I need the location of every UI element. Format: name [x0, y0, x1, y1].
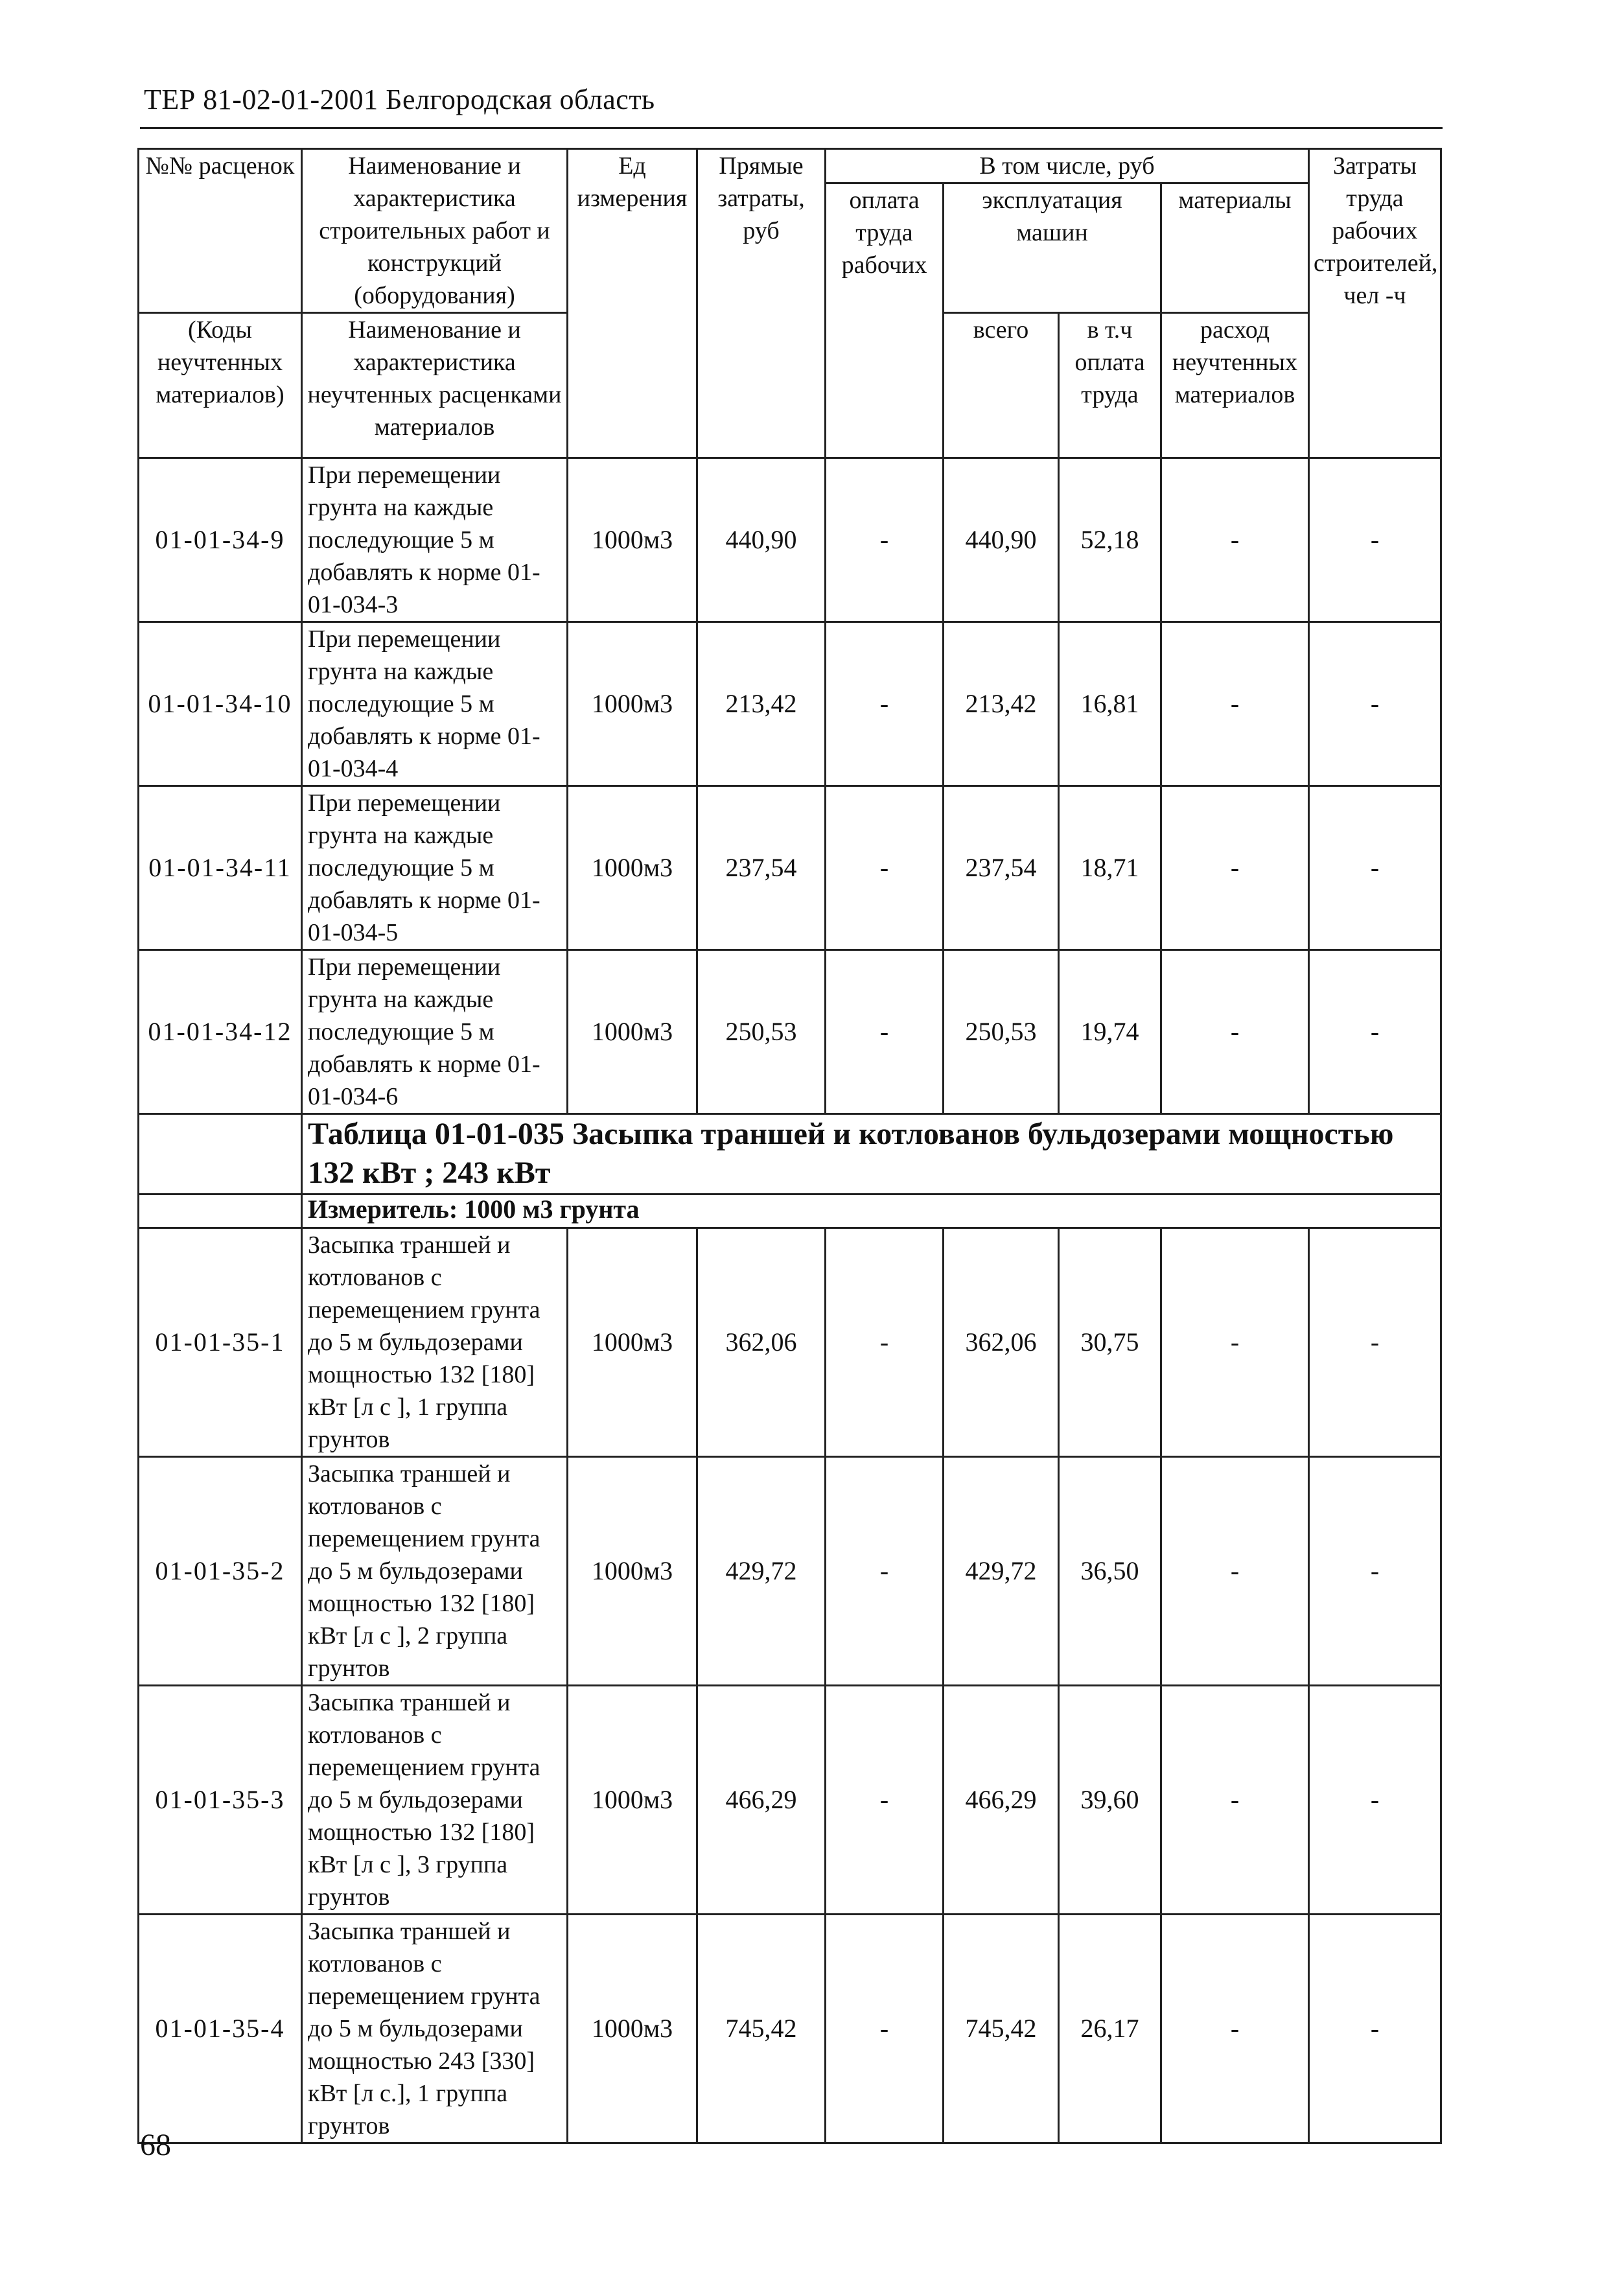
table-row: 01-01-34-11 При перемещении грунта на каждые последующие 5 м добавлять к норме 01-01-034-5 1000м3 237,54 - 237,54 18,71 - - — [139, 786, 1441, 950]
col-labor-pay: оплата труда рабочих — [826, 183, 944, 458]
col-labor: Затраты труда рабочих строителей, чел -ч — [1309, 149, 1441, 458]
measure-unit: Измеритель: 1000 м3 грунта — [302, 1194, 1441, 1228]
page-number: 68 — [140, 2128, 171, 2162]
section-title: Таблица 01-01-035 Засыпка траншей и котлованов бульдозерами мощностью 132 кВт ; 243 кВт — [302, 1114, 1441, 1194]
col-unit: Ед измерения — [568, 149, 697, 458]
col-mach-pay: в т.ч оплата труда — [1059, 313, 1161, 458]
table-row: 01-01-35-2 Засыпка траншей и котлованов с перемещением грунта до 5 м бульдозерами мощностью 132 [180] кВт [л с ], 2 группа грунтов 1000м3 429,72 - 429,72 36,50 - - — [139, 1457, 1441, 1686]
col-incl: В том числе, руб — [826, 149, 1309, 183]
rates-table — [137, 148, 1442, 2144]
col-rate-codes: (Коды неучтенных материалов) — [139, 313, 302, 458]
col-mach-total: всего — [944, 313, 1059, 458]
col-materials: материалы — [1161, 183, 1309, 313]
col-direct: Прямые затраты, руб — [697, 149, 826, 458]
table-row: 01-01-34-9 При перемещении грунта на каждые последующие 5 м добавлять к норме 01-01-034-3 1000м3 440,90 - 440,90 52,18 - - — [139, 458, 1441, 622]
table-row: 01-01-34-12 При перемещении грунта на каждые последующие 5 м добавлять к норме 01-01-034-6 1000м3 250,53 - 250,53 19,74 - - — [139, 950, 1441, 1114]
col-mat-use: расход неучтенных материалов — [1161, 313, 1309, 458]
table-row: 01-01-35-3 Засыпка траншей и котлованов с перемещением грунта до 5 м бульдозерами мощностью 132 [180] кВт [л с ], 3 группа грунтов 1000м3 466,29 - 466,29 39,60 - - — [139, 1686, 1441, 1915]
col-name-mat: Наименование и характеристика неучтенных расценками материалов — [302, 313, 568, 458]
table-row: 01-01-34-10 При перемещении грунта на каждые последующие 5 м добавлять к норме 01-01-034-4 1000м3 213,42 - 213,42 16,81 - - — [139, 622, 1441, 786]
title-row-spacer — [139, 1114, 302, 1194]
measure-row-spacer — [139, 1194, 302, 1228]
table-row: 01-01-35-4 Засыпка траншей и котлованов с перемещением грунта до 5 м бульдозерами мощностью 243 [330] кВт [л с.], 1 группа грунтов 1000м3 745,42 - 745,42 26,17 - - — [139, 1915, 1441, 2143]
col-rate-no: №№ расценок — [139, 149, 302, 313]
page-header: ТЕР 81-02-01-2001 Белгородская область — [144, 84, 655, 115]
col-machines: эксплуатация машин — [944, 183, 1161, 313]
table-row: 01-01-35-1 Засыпка траншей и котлованов с перемещением грунта до 5 м бульдозерами мощностью 132 [180] кВт [л с ], 1 группа грунтов 1000м3 362,06 - 362,06 30,75 - - — [139, 1228, 1441, 1457]
header-rule — [140, 127, 1443, 129]
col-name: Наименование и характеристика строительных работ и конструкций (оборудования) — [302, 149, 568, 313]
